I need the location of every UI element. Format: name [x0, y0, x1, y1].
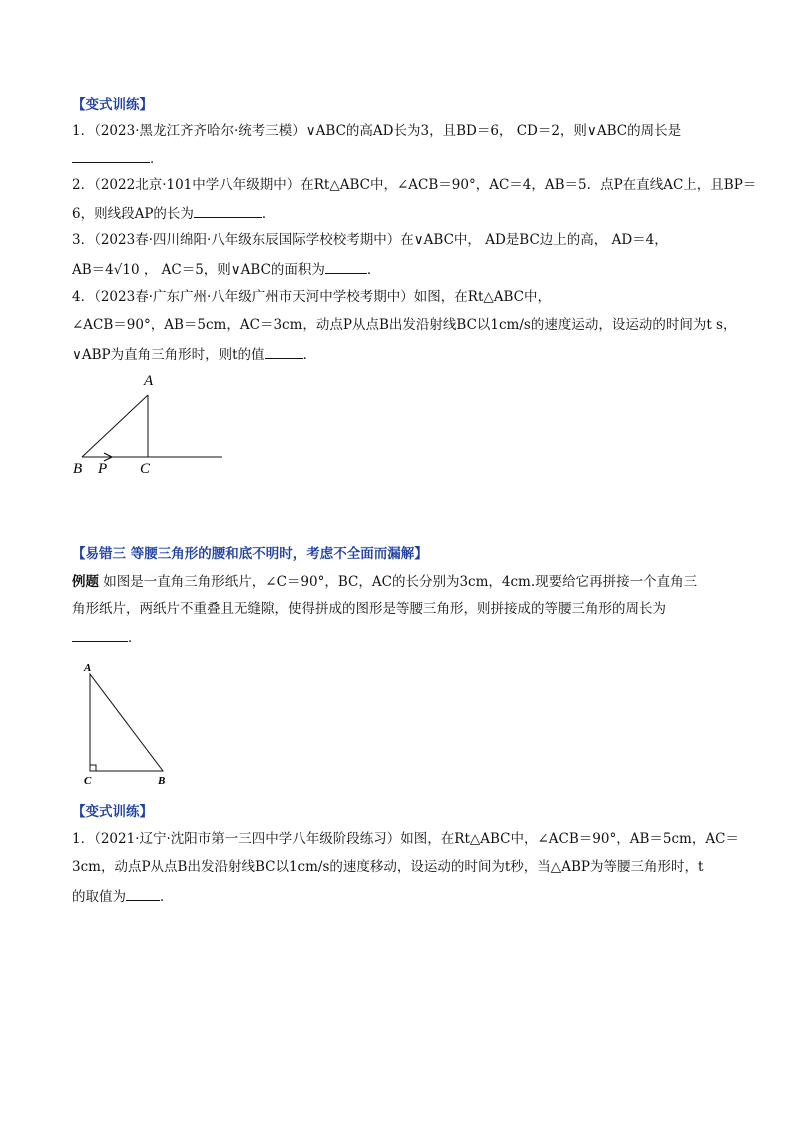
question-3-line-2 — [72, 259, 380, 279]
section-title-variant-training-2: 【变式训练】 — [72, 804, 153, 820]
question-3-line-2-text: AB＝4√10 ， AC＝5，则∨ABC的面积为 — [72, 262, 325, 278]
question-2-line-2 — [72, 203, 275, 223]
question-5-line-3-text: 的取值为 — [72, 889, 126, 905]
question-3-period: ． — [366, 262, 381, 278]
answer-blank — [325, 259, 367, 274]
question-4-line-3 — [72, 344, 316, 364]
example-period: ． — [128, 630, 142, 646]
question-1-line-1: 1．（2023·黑龙江齐齐哈尔·统考三模）∨ABC的高AD长为3，且BD＝6， CD＝2，则∨ABC的周长是 — [72, 123, 682, 139]
question-4-line-2: ∠ACB＝90°，AB＝5cm，AC＝3cm，动点P从点B出发沿射线BC以1cm/s的速度运动，设运动的时间为t s， — [72, 317, 737, 333]
question-5-period: ． — [160, 889, 174, 905]
section-title-variant-training-1: 【变式训练】 — [72, 97, 153, 113]
question-5-line-3 — [72, 886, 174, 906]
label-point-b: B — [73, 461, 83, 477]
example-line-3 — [72, 627, 142, 647]
section-title-mistake-3: 【易错三 等腰三角形的腰和底不明时，考虑不全面而漏解】 — [72, 546, 428, 562]
question-2-period: ． — [261, 206, 276, 222]
question-3-line-1: 3．（2023春·四川绵阳·八年级东辰国际学校校考期中）在∨ABC中， AD是BC边上的高， AD＝4， — [72, 232, 668, 248]
example-line-1 — [72, 573, 697, 591]
segment-ab — [82, 395, 148, 457]
triangle-abc — [90, 674, 163, 771]
answer-blank — [126, 886, 160, 901]
example-label: 例题 — [72, 574, 99, 590]
question-2-line-1: 2．（2022北京·101中学八年级期中）在Rt△ABC中，∠ACB＝90°，AC＝4，AB＝5．点P在直线AC上，且BP＝ — [72, 177, 757, 193]
figure-triangle-moving-point — [60, 365, 235, 480]
question-4-period: ． — [302, 347, 317, 363]
answer-blank — [194, 203, 262, 218]
question-1-period: ． — [150, 151, 164, 167]
label-point-a: A — [84, 662, 92, 674]
question-4-line-3-text: ∨ABP为直角三角形时，则t的值 — [72, 347, 265, 363]
question-5-line-2: 3cm，动点P从点B出发沿射线BC以1cm/s的速度移动，设运动的时间为t秒，当△ABP为等腰三角形时，t — [72, 859, 704, 875]
question-5-line-1: 1．（2021·辽宁·沈阳市第一三四中学八年级阶段练习）如图，在Rt△ABC中，∠ACB＝90°，AB＝5cm，AC＝ — [72, 831, 739, 847]
label-point-a: A — [144, 373, 154, 389]
label-point-c: C — [140, 461, 151, 477]
label-point-p: P — [98, 461, 108, 477]
label-point-b: B — [158, 775, 166, 787]
answer-blank — [265, 344, 303, 359]
question-2-line-2-text: 6，则线段AP的长为 — [72, 206, 194, 222]
question-4-line-1: 4．（2023春·广东广州·八年级广州市天河中学校考期中）如图，在Rt△ABC中， — [72, 289, 551, 305]
figure-right-triangle — [78, 658, 178, 788]
example-line-2: 角形纸片，两纸片不重叠且无缝隙，使得拼成的图形是等腰三角形，则拼接成的等腰三角形的周长为 — [72, 601, 666, 617]
right-angle-icon — [90, 765, 96, 771]
question-1-line-2 — [72, 148, 164, 168]
example-line-1-text: 如图是一直角三角形纸片，∠C＝90°，BC，AC的长分别为3cm，4cm.现要给它再拼接一个直角三 — [99, 574, 698, 590]
label-point-c: C — [84, 775, 92, 787]
answer-blank — [72, 148, 150, 163]
answer-blank — [72, 627, 128, 642]
